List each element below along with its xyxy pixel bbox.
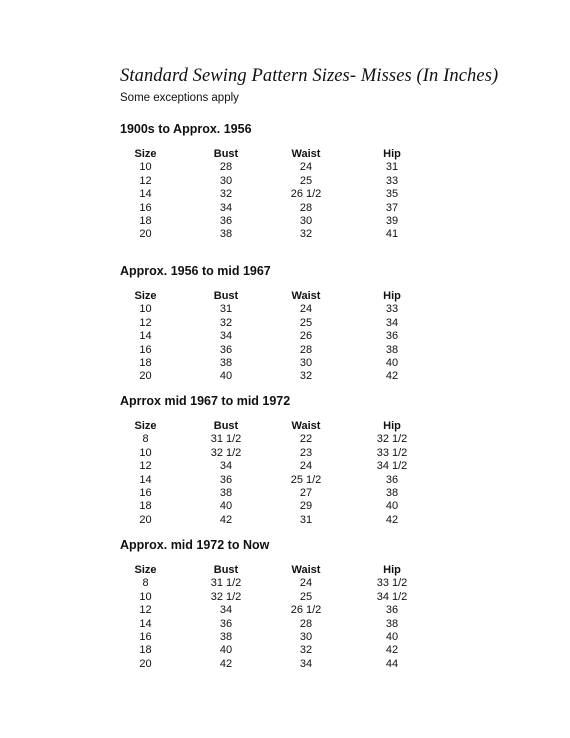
size-cell: 10 [139,303,152,316]
table-row [120,514,453,527]
hip-cell: 42 [385,370,399,383]
table-row [120,577,453,590]
waist-cell: 26 [299,330,313,343]
bust-cell: 34 [219,201,233,214]
column-header-waist: Waist [291,290,321,302]
waist-cell: 32 [299,644,313,657]
column-header-waist: Waist [291,564,321,576]
table-row [120,228,453,241]
size-cell: 16 [139,201,152,214]
column-header-bust: Bust [213,290,239,302]
size-cell: 10 [139,590,152,603]
section-1956-to-1967 [120,262,480,384]
size-cell: 16 [139,343,152,356]
column-header-bust: Bust [213,148,239,160]
table-row [120,188,453,201]
table-row [120,447,453,460]
column-header-bust: Bust [213,420,239,432]
section-heading: Aprrox mid 1967 to mid 1972 [120,394,291,408]
bust-cell: 38 [219,357,233,370]
bust-cell: 31 1/2 [210,433,242,446]
bust-cell: 38 [219,631,233,644]
bust-cell: 38 [219,487,233,500]
bust-cell: 42 [219,657,233,670]
table-row [120,215,453,228]
bust-cell: 34 [219,460,233,473]
size-table [120,564,453,671]
size-cell: 8 [142,433,149,446]
hip-cell: 33 [385,303,399,316]
bust-cell: 36 [219,473,233,486]
size-table [120,148,453,242]
column-header-hip: Hip [383,148,401,160]
table-row [120,658,453,671]
table-row [120,357,453,370]
waist-cell: 25 [299,590,313,603]
waist-cell: 28 [299,201,313,214]
size-cell: 10 [139,161,152,174]
waist-cell: 24 [299,577,313,590]
bust-cell: 32 [219,188,233,201]
waist-cell: 25 [299,174,313,187]
bust-cell: 34 [219,330,233,343]
header-row [120,148,453,161]
page-subtitle: Some exceptions apply [120,92,239,104]
bust-cell: 31 [219,303,233,316]
table-row [120,604,453,617]
hip-cell: 39 [385,215,399,228]
hip-cell: 36 [385,604,399,617]
hip-cell: 36 [385,473,399,486]
bust-cell: 40 [219,644,233,657]
waist-cell: 30 [299,357,313,370]
size-cell: 18 [139,215,152,228]
table-row [120,644,453,657]
size-cell: 20 [139,513,152,526]
column-header-hip: Hip [383,564,401,576]
table-row [120,500,453,513]
size-cell: 14 [139,330,152,343]
table-row [120,487,453,500]
section-1967-to-1972 [120,392,480,527]
hip-cell: 33 1/2 [376,577,408,590]
hip-cell: 44 [385,657,399,670]
bust-cell: 32 [219,316,233,329]
hip-cell: 34 1/2 [376,590,408,603]
size-cell: 18 [139,500,152,513]
header-row [120,420,453,433]
table-row [120,330,453,343]
waist-cell: 29 [299,500,313,513]
column-header-size: Size [134,148,157,160]
size-cell: 16 [139,487,152,500]
size-cell: 12 [139,174,152,187]
waist-cell: 25 [299,316,313,329]
hip-cell: 40 [385,357,399,370]
table-row [120,175,453,188]
hip-cell: 38 [385,617,399,630]
column-header-waist: Waist [291,148,321,160]
bust-cell: 36 [219,617,233,630]
size-cell: 10 [139,446,152,459]
section-heading: Approx. 1956 to mid 1967 [120,264,271,278]
table-row [120,591,453,604]
hip-cell: 37 [385,201,399,214]
size-cell: 12 [139,604,152,617]
size-cell: 8 [142,577,149,590]
hip-cell: 31 [385,161,399,174]
header-row [120,290,453,303]
waist-cell: 30 [299,631,313,644]
table-row [120,344,453,357]
hip-cell: 40 [385,500,399,513]
size-cell: 12 [139,316,152,329]
waist-cell: 31 [299,513,313,526]
size-table [120,290,453,384]
table-row [120,202,453,215]
waist-cell: 26 1/2 [290,188,322,201]
size-cell: 20 [139,228,152,241]
waist-cell: 30 [299,215,313,228]
waist-cell: 24 [299,161,313,174]
size-cell: 20 [139,370,152,383]
waist-cell: 24 [299,460,313,473]
table-row [120,433,453,446]
hip-cell: 33 1/2 [376,446,408,459]
section-1972-to-now [120,536,480,671]
hip-cell: 42 [385,513,399,526]
section-heading: Approx. mid 1972 to Now [120,538,270,552]
waist-cell: 22 [299,433,313,446]
hip-cell: 35 [385,188,399,201]
bust-cell: 31 1/2 [210,577,242,590]
column-header-bust: Bust [213,564,239,576]
size-cell: 14 [139,617,152,630]
page-title: Standard Sewing Pattern Sizes- Misses (In Inches) [120,66,499,86]
column-header-size: Size [134,420,157,432]
bust-cell: 40 [219,370,233,383]
hip-cell: 41 [385,228,399,241]
table-row [120,161,453,174]
waist-cell: 28 [299,617,313,630]
size-cell: 14 [139,188,152,201]
size-cell: 18 [139,357,152,370]
hip-cell: 40 [385,631,399,644]
waist-cell: 27 [299,487,313,500]
size-cell: 14 [139,473,152,486]
bust-cell: 40 [219,500,233,513]
bust-cell: 42 [219,513,233,526]
section-1900s-to-1956 [120,120,480,242]
waist-cell: 32 [299,370,313,383]
hip-cell: 34 1/2 [376,460,408,473]
waist-cell: 26 1/2 [290,604,322,617]
waist-cell: 25 1/2 [290,473,322,486]
hip-cell: 34 [385,316,399,329]
table-row [120,460,453,473]
waist-cell: 32 [299,228,313,241]
size-cell: 20 [139,657,152,670]
table-row [120,317,453,330]
column-header-size: Size [134,564,157,576]
section-heading: 1900s to Approx. 1956 [120,122,252,136]
table-row [120,631,453,644]
waist-cell: 24 [299,303,313,316]
hip-cell: 42 [385,644,399,657]
hip-cell: 33 [385,174,399,187]
table-row [120,303,453,316]
size-table [120,420,453,527]
bust-cell: 36 [219,215,233,228]
bust-cell: 32 1/2 [210,446,242,459]
hip-cell: 38 [385,487,399,500]
column-header-hip: Hip [383,420,401,432]
bust-cell: 32 1/2 [210,590,242,603]
table-row [120,618,453,631]
waist-cell: 23 [299,446,313,459]
hip-cell: 38 [385,343,399,356]
hip-cell: 32 1/2 [376,433,408,446]
column-header-waist: Waist [291,420,321,432]
bust-cell: 30 [219,174,233,187]
column-header-hip: Hip [383,290,401,302]
waist-cell: 28 [299,343,313,356]
column-header-size: Size [134,290,157,302]
bust-cell: 28 [219,161,233,174]
size-cell: 12 [139,460,152,473]
table-row [120,474,453,487]
hip-cell: 36 [385,330,399,343]
bust-cell: 36 [219,343,233,356]
header-row [120,564,453,577]
size-cell: 18 [139,644,152,657]
table-row [120,370,453,383]
waist-cell: 34 [299,657,313,670]
bust-cell: 38 [219,228,233,241]
bust-cell: 34 [219,604,233,617]
size-cell: 16 [139,631,152,644]
